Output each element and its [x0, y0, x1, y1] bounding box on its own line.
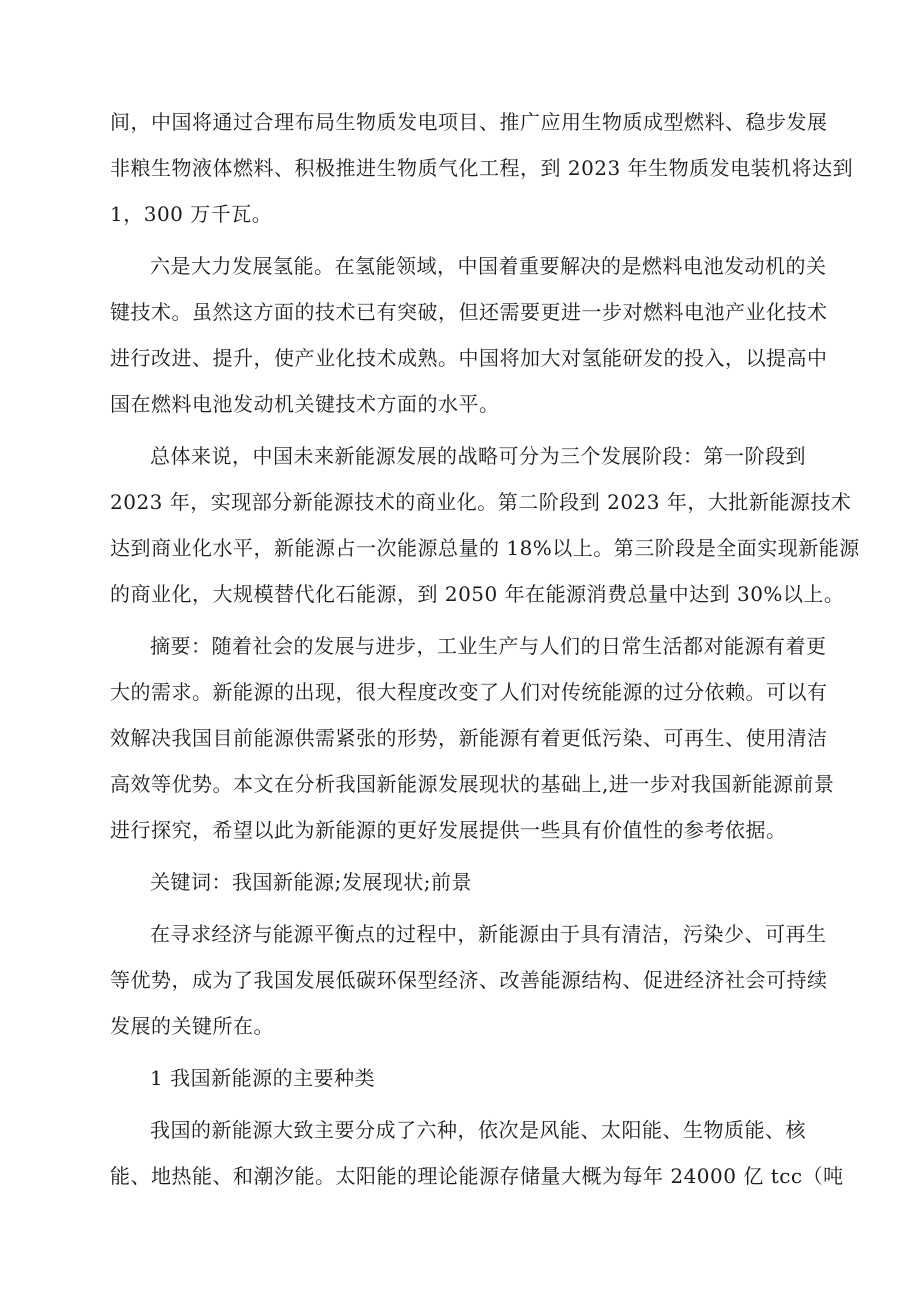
p3-line-3: 达到商业化水平，新能源占一次能源总量的 18%以上。第三阶段是全面实现新能源 — [110, 536, 860, 560]
p1-line-3: 1，300 万千瓦。 — [110, 202, 273, 226]
p2-line-4: 国在燃料电池发动机关键技术方面的水平。 — [110, 392, 500, 416]
p2-line-2: 键技术。虽然这方面的技术已有突破，但还需要更进一步对燃料电池产业化技术 — [110, 300, 828, 324]
p3-line-2: 2023 年，实现部分新能源技术的商业化。第二阶段到 2023 年，大批新能源技术 — [110, 490, 852, 514]
p4-line-2: 大的需求。新能源的出现，很大程度改变了人们对传统能源的过分依赖。可以有 — [110, 680, 828, 704]
p2-line-3: 进行改进、提升，使产业化技术成熟。中国将加大对氢能研发的投入，以提高中 — [110, 346, 828, 370]
p8-line-1: 我国的新能源大致主要分成了六种，依次是风能、太阳能、生物质能、核 — [150, 1118, 806, 1142]
p6-line-2: 等优势，成为了我国发展低碳环保型经济、改善能源结构、促进经济社会可持续 — [110, 968, 828, 992]
p1-line-1: 间，中国将通过合理布局生物质发电项目、推广应用生物质成型燃料、稳步发展 — [110, 110, 828, 134]
p4-line-5: 进行探究，希望以此为新能源的更好发展提供一些具有价值性的参考依据。 — [110, 818, 787, 842]
p1-line-2: 非粮生物液体燃料、积极推进生物质气化工程，到 2023 年生物质发电装机将达到 — [110, 156, 854, 180]
p6-line-1: 在寻求经济与能源平衡点的过程中，新能源由于具有清洁，污染少、可再生 — [150, 922, 827, 946]
p4-line-3: 效解决我国目前能源供需紧张的形势，新能源有着更低污染、可再生、使用清洁 — [110, 726, 828, 750]
p4-line-1: 摘要：随着社会的发展与进步，工业生产与人们的日常生活都对能源有着更 — [150, 634, 827, 658]
p6-line-3: 发展的关键所在。 — [110, 1014, 274, 1038]
p8-line-2: 能、地热能、和潮汐能。太阳能的理论能源存储量大概为每年 24000 亿 tcc（吨 — [110, 1164, 844, 1188]
p2-line-1: 六是大力发展氢能。在氢能领域，中国着重要解决的是燃料电池发动机的关 — [150, 254, 827, 278]
p3-line-1: 总体来说，中国未来新能源发展的战略可分为三个发展阶段：第一阶段到 — [150, 444, 806, 468]
p4-line-4: 高效等优势。本文在分析我国新能源发展现状的基础上,进一步对我国新能源前景 — [110, 772, 835, 796]
p3-line-4: 的商业化，大规模替代化石能源，到 2050 年在能源消费总量中达到 30%以上。 — [110, 582, 845, 606]
keywords-line: 关键词：我国新能源;发展现状;前景 — [150, 870, 472, 894]
section-heading: 1 我国新能源的主要种类 — [150, 1066, 376, 1090]
